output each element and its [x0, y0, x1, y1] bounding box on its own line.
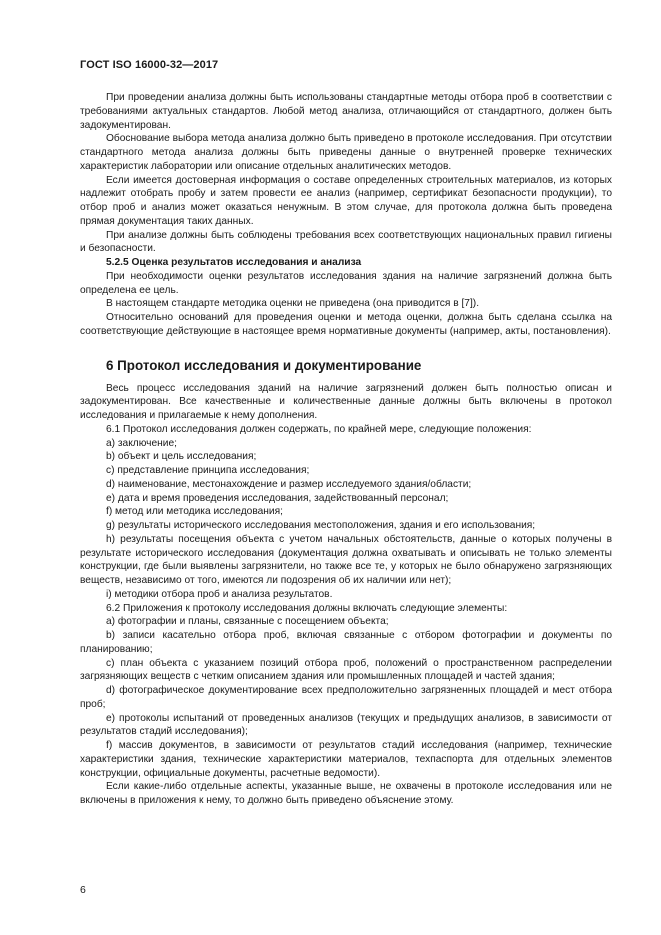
paragraph-evaluation-purpose: При необходимости оценки результатов исследования здания на наличие загрязнений должна быть определена ее цель. — [80, 270, 612, 296]
list-item-6-2: e) протоколы испытаний от проведенных анализов (текущих и предыдущих анализов, в зависимости от результатов стадий исследования); — [80, 712, 612, 738]
list-item-6-2: d) фотографическое документирование всех предположительно загрязненных площадей и мест отбора проб; — [80, 685, 612, 710]
section-title-6: 6 Протокол исследования и документирование — [106, 357, 422, 373]
paragraph-process-documentation: Весь процесс исследования зданий на наличие загрязнений должен быть полностью описан и задокументирован. Все качественные и количественные данные должны быть включены в протокол исследования и прилагаемые к нему дополнения. — [80, 382, 612, 421]
list-item-6-1: g) результаты исторического исследования местоположения, здания и его использования; — [106, 520, 536, 531]
list-item-6-2: c) план объекта с указанием позиций отбора проб, положений о пространственном распределении загрязняющих веществ с четким описанием здания или промышленных площадей и частей здания; — [80, 657, 612, 683]
document-code-header: ГОСТ ISO 16000-32—2017 — [80, 59, 219, 71]
list-item-6-2: f) массив документов, в зависимости от результатов стадий исследования (например, технические характеристики здания, технические характеристики материалов, техпаспорта для отдельных элементов конструкции, официальные документы, расчетные ведомости). — [80, 740, 612, 779]
paragraph-reliable-material-info: Если имеется достоверная информация о составе определенных строительных материалов, из которых надлежит отобрать пробу и затем провести ее анализ (например, сертификат безопасности продукции), то отбор проб и анализ может оказаться ненужным. В этом случае, для протокола должна быть проведена прямая документация таких данных. — [80, 174, 612, 227]
list-item-6-1: h) результаты посещения объекта с учетом начальных обстоятельств, данные о которых получены в результате исторического исследования (документация должна охватывать и описывать не только элементы конструкции, где были выявлены загрязнители, но также все те, у которых не было обнаружено загрязняющих веществ, независимо от того, имеются ли подозрения об их наличии или нет); — [80, 533, 612, 586]
page-number: 6 — [80, 884, 86, 896]
list-item-6-1: e) дата и время проведения исследования, задействованный персонал; — [106, 492, 449, 504]
paragraph-method-justification: Обоснование выбора метода анализа должно быть приведено в протоколе исследования. При отсутствии стандартного метода анализа должны быть приведены данные о внутренней проверке технических характеристик лаборатории или описание отдельных аналитических методов. — [80, 133, 612, 172]
paragraph-explanation-missing-aspects: Если какие-либо отдельные аспекты, указанные выше, не охвачены в протоколе исследования или не включены в приложения к нему, то должно быть приведено объяснение этому. — [80, 781, 612, 806]
paragraph-evaluation-method-reference: В настоящем стандарте методика оценки не приведена (она приводится в [7]). — [106, 298, 480, 310]
list-item-6-1: d) наименование, местонахождение и размер исследуемого здания/области; — [106, 478, 472, 490]
paragraph-standard-sampling-methods: При проведении анализа должны быть использованы стандартные методы отбора проб в соответствии с требованиями актуальных стандартов. Любой метод анализа, отличающийся от стандартного, должен быть задокументирован. — [80, 92, 612, 131]
subsection-title-5-2-5: 5.2.5 Оценка результатов исследования и анализа — [106, 257, 362, 268]
list-item-6-1: c) представление принципа исследования; — [106, 465, 310, 476]
list-item-6-1: b) объект и цель исследования; — [106, 451, 257, 463]
document-body — [80, 91, 612, 808]
list-item-6-2: a) фотографии и планы, связанные с посещением объекта; — [106, 616, 389, 628]
list-item-6-1: a) заключение; — [106, 437, 177, 449]
paragraph-hygiene-safety: При анализе должны быть соблюдены требования всех соответствующих национальных правил гигиены и безопасности. — [80, 229, 612, 255]
paragraph-6-1-intro: 6.1 Протокол исследования должен содержать, по крайней мере, следующие положения: — [106, 423, 532, 435]
list-item-6-1: f) метод или методика исследования; — [106, 506, 283, 518]
list-item-6-2: b) записи касательно отбора проб, включая связанные с отбором фотографии и документы по планированию; — [80, 630, 612, 655]
paragraph-6-2-intro: 6.2 Приложения к протоколу исследования должны включать следующие элементы: — [106, 602, 508, 614]
paragraph-normative-documents: Относительно оснований для проведения оценки и метода оценки, должна быть сделана ссылка на соответствующие действующие в настоящее время нормативные документы (например, акты, постановления). — [80, 312, 612, 337]
list-item-6-1: i) методики отбора проб и анализа результатов. — [106, 588, 333, 600]
